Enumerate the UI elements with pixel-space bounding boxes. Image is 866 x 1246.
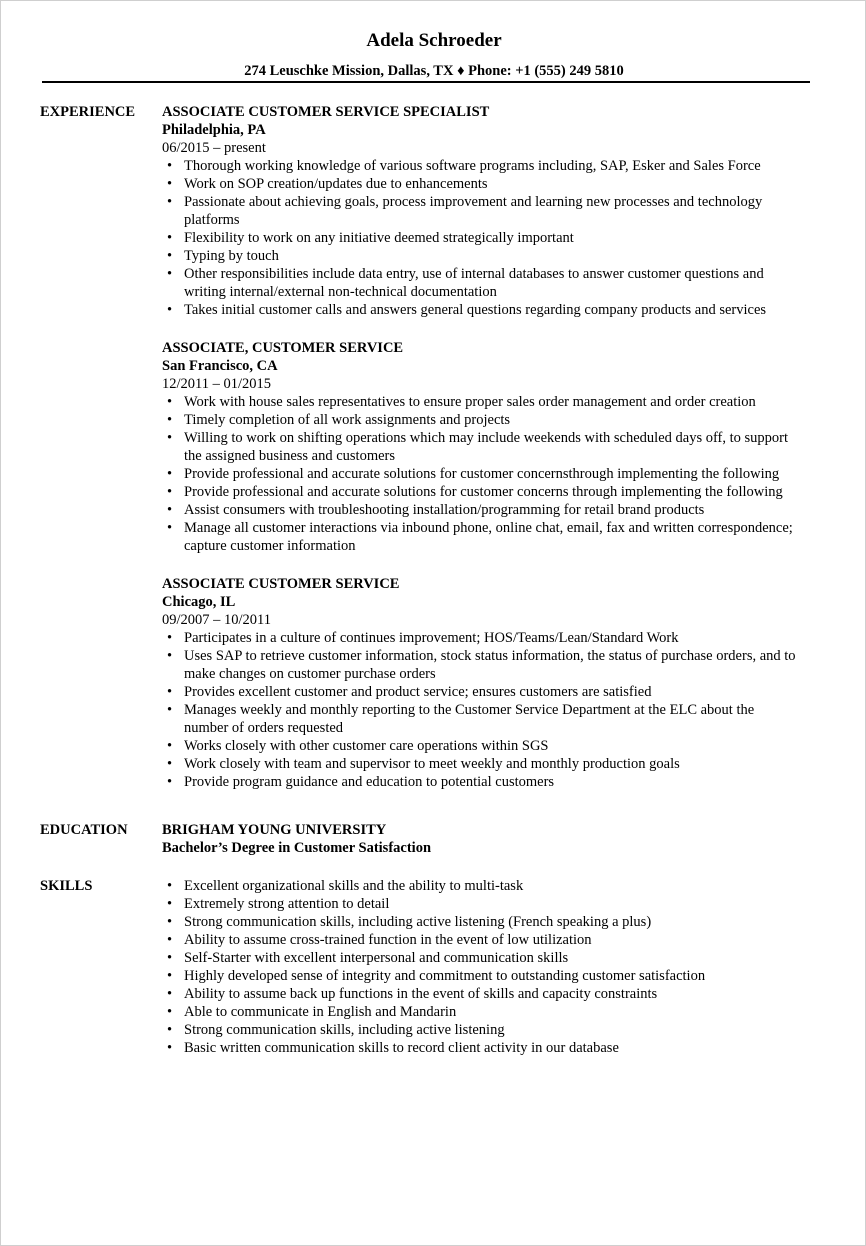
skill-item: • Strong communication skills, including active listening (French speaking a plus): [162, 913, 798, 931]
skills-list: [162, 877, 798, 1057]
skills-column: [162, 877, 822, 1057]
school-name: BRIGHAM YOUNG UNIVERSITY: [162, 822, 387, 838]
contact-line: 274 Leuschke Mission, Dallas, TX ♦ Phone: +1 (555) 249 5810: [244, 63, 624, 79]
job-bullets: [162, 157, 798, 319]
job-dates: 09/2007 – 10/2011: [162, 612, 272, 628]
job-bullet: • Provide professional and accurate solutions for customer concernsthrough implementing the following: [162, 465, 798, 483]
job-bullet: • Assist consumers with troubleshooting installation/programming for retail brand products: [162, 501, 798, 519]
job-bullet: • Flexibility to work on any initiative deemed strategically important: [162, 229, 798, 247]
job-bullet: • Takes initial customer calls and answers general questions regarding company products and services: [162, 301, 798, 319]
skill-item: • Extremely strong attention to detail: [162, 895, 798, 913]
job-bullet: • Participates in a culture of continues improvement; HOS/Teams/Lean/Standard Work: [162, 629, 798, 647]
job-dates: 06/2015 – present: [162, 140, 266, 156]
skill-item: • Able to communicate in English and Mandarin: [162, 1003, 798, 1021]
section-label-experience: EXPERIENCE: [40, 104, 136, 120]
job-bullet: • Timely completion of all work assignments and projects: [162, 411, 798, 429]
skill-item: • Ability to assume back up functions in the event of skills and capacity constraints: [162, 985, 798, 1003]
section-label-skills: SKILLS: [40, 878, 93, 894]
header-divider: [42, 81, 810, 83]
job-bullet: • Provides excellent customer and product service; ensures customers are satisfied: [162, 683, 798, 701]
job-title: ASSOCIATE CUSTOMER SERVICE: [162, 576, 400, 592]
job-bullet: • Works closely with other customer care operations within SGS: [162, 737, 798, 755]
skill-item: • Ability to assume cross-trained function in the event of low utilization: [162, 931, 798, 949]
job-bullets: [162, 393, 798, 555]
degree-name: Bachelor’s Degree in Customer Satisfaction: [162, 840, 432, 856]
skill-item: • Strong communication skills, including active listening: [162, 1021, 798, 1039]
job-bullet: • Uses SAP to retrieve customer information, stock status information, the status of purchase orders, and to make changes on customer purchase orders: [162, 647, 798, 683]
job-entry: [162, 339, 822, 555]
job-bullet: • Work with house sales representatives to ensure proper sales order management and order creation: [162, 393, 798, 411]
education-column: [162, 821, 822, 857]
job-bullets: [162, 629, 798, 791]
candidate-name: Adela Schroeder: [366, 30, 502, 51]
job-entry: [162, 575, 822, 791]
job-bullet: • Manage all customer interactions via inbound phone, online chat, email, fax and written correspondence; capture customer information: [162, 519, 798, 555]
job-bullet: • Work closely with team and supervisor to meet weekly and monthly production goals: [162, 755, 798, 773]
job-bullet: • Thorough working knowledge of various software programs including, SAP, Esker and Sales Force: [162, 157, 798, 175]
skill-item: • Excellent organizational skills and the ability to multi-task: [162, 877, 798, 895]
job-bullet: • Manages weekly and monthly reporting to the Customer Service Department at the ELC about the number of orders requested: [162, 701, 798, 737]
job-bullet: • Provide program guidance and education to potential customers: [162, 773, 798, 791]
job-title: ASSOCIATE, CUSTOMER SERVICE: [162, 340, 404, 356]
job-bullet: • Willing to work on shifting operations which may include weekends with scheduled days off, to support the assigned business and customers: [162, 429, 798, 465]
job-bullet: • Provide professional and accurate solutions for customer concerns through implementing the following: [162, 483, 798, 501]
job-location: San Francisco, CA: [162, 358, 278, 374]
job-dates: 12/2011 – 01/2015: [162, 376, 272, 392]
skill-item: • Highly developed sense of integrity and commitment to outstanding customer satisfaction: [162, 967, 798, 985]
job-location: Chicago, IL: [162, 594, 236, 610]
job-bullet: • Other responsibilities include data entry, use of internal databases to answer customer questions and writing internal/external non-technical documentation: [162, 265, 798, 301]
job-bullet: • Typing by touch: [162, 247, 798, 265]
experience-column: [162, 103, 822, 791]
job-entry: [162, 103, 822, 319]
skill-item: • Basic written communication skills to record client activity in our database: [162, 1039, 798, 1057]
job-location: Philadelphia, PA: [162, 122, 266, 138]
job-bullet: • Work on SOP creation/updates due to enhancements: [162, 175, 798, 193]
section-label-education: EDUCATION: [40, 822, 128, 838]
skill-item: • Self-Starter with excellent interpersonal and communication skills: [162, 949, 798, 967]
job-title: ASSOCIATE CUSTOMER SERVICE SPECIALIST: [162, 104, 490, 120]
job-bullet: • Passionate about achieving goals, process improvement and learning new processes and technology platforms: [162, 193, 798, 229]
